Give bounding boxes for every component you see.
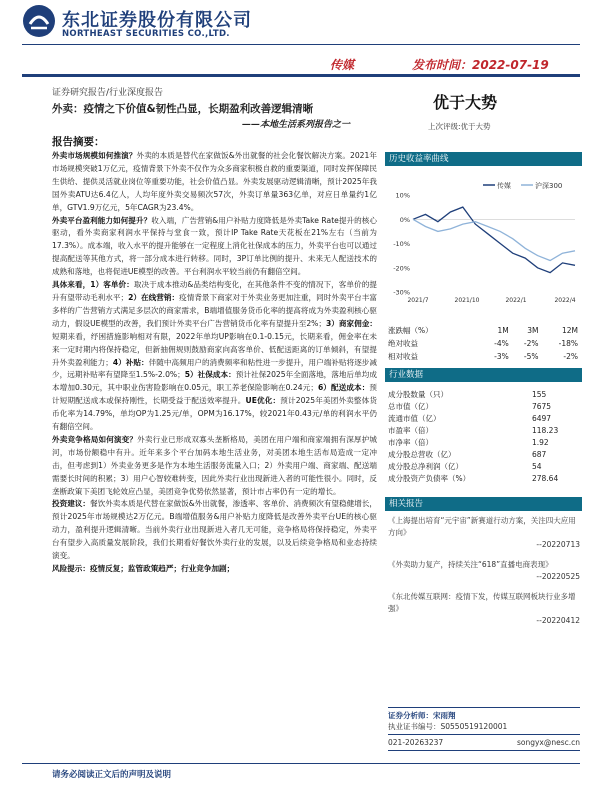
legend-label-hs300: 沪深300 [535, 182, 563, 190]
table-cell: 6497 [531, 413, 552, 423]
series-line-0 [413, 207, 575, 273]
x-tick-label: 2021/7 [407, 297, 429, 304]
table-cell: 相对收益 [388, 352, 418, 361]
para-head: 具体来看，1）客单价： [52, 280, 134, 290]
analyst-contact [388, 737, 580, 748]
table-row [388, 337, 578, 350]
table-cell: 155 [531, 389, 547, 399]
para-head: 外卖平台盈利能力如何提升？ [52, 215, 152, 225]
para-text: 预计短期配送成本或保持刚性，长期受益于配送效率提升。 [52, 383, 377, 406]
company-name-en: NORTHEAST SECURITIES CO.,LTD. [62, 29, 230, 39]
paragraph-profitability [52, 215, 377, 280]
related-report-date: --20220713 [536, 540, 580, 549]
legend-label-media: 传媒 [497, 182, 511, 190]
chart-legend [483, 181, 562, 190]
y-tick-label: -10% [393, 240, 410, 248]
rating: 优于大势 [433, 93, 498, 112]
related-report-date: --20220412 [536, 616, 580, 625]
table-row [388, 472, 578, 484]
table-cell: -2% [523, 339, 539, 348]
para-text: 预计社保2025年全面落地，落地后单均成本增加0.30元，其中职业伤害险影响在0.05元，职工养老保险影响在0.24元； [52, 370, 377, 393]
history-return-chart [385, 170, 582, 310]
paragraph-details [52, 279, 377, 434]
table-row [388, 412, 578, 424]
table-row [388, 388, 578, 400]
paragraph-investment [52, 498, 377, 563]
performance-table [388, 324, 578, 363]
related-reports-heading: 相关报告 [385, 497, 582, 511]
para-text: 短期来看，纾困措施影响相对有限，2022年单均UP影响在0.1-0.15元，长期来看，佣金率在未来一定时期内将保持稳定，但新抽佣规则鼓励商家向高客单价、低配送距离的订单倾斜，有望提升外卖盈利能力； [52, 331, 377, 367]
y-tick-label: -30% [393, 288, 410, 297]
table-cell: 总市值（亿） [388, 401, 433, 411]
table-cell: 成分股总净利润（亿） [388, 461, 463, 471]
para-head: 6）配送成本： [317, 383, 370, 393]
table-cell: -3% [494, 352, 509, 361]
table-cell: 绝对收益 [388, 339, 418, 348]
divider [388, 750, 580, 751]
analyst-name: 证券分析师：宋雨翔 [388, 711, 456, 720]
paragraph-competition [52, 434, 377, 499]
chart-series [413, 207, 575, 273]
para-head: 风险提示：疫情反复；监管政策趋严；行业竞争加剧； [52, 564, 235, 573]
x-tick-label: 2022/1 [505, 297, 527, 304]
industry-data-table [388, 388, 578, 484]
table-cell: 成分股数量（只） [388, 389, 448, 399]
para-text: 收入端，广告营销&用户补贴力度降低是外卖Take Rate提升的核心驱动，看外卖商家利润水平保持与堂食一致，预计IP Take Rate天花板在21%左右（当前为17.3%）。成本端，收入水平的提升能够在一定程度上消化社保成本的压力，外卖平台也可以通过提高配送等其他方式，将一部分成本进行转移。同时，3P订单比例的提升、未来无人配送技术的成熟和落地，也将促进UE模型的改善。平台利润水平较当前仍有翻倍空间。 [52, 215, 377, 277]
table-row [388, 424, 578, 436]
table-header-cell: 12M [561, 326, 578, 335]
table-cell: -18% [558, 339, 578, 348]
table-header-cell: 涨跌幅（%） [388, 326, 433, 335]
paragraph-market-size [52, 150, 377, 215]
previous-rating: 上次评级:优于大势 [428, 122, 491, 131]
paragraph-risk [52, 563, 377, 576]
table-row [388, 400, 578, 412]
para-text: 预计2025年美团外卖整体货币化率为14.79%，单均OP为1.25元/单，OPM为16.17%，较2021年0.43元/单的利润水平仍有翻倍空间。 [52, 396, 378, 432]
related-report-title[interactable]: 《上海提出培育“元宇宙”新赛道行动方案，关注四大应用方向》 [388, 516, 576, 537]
table-row [388, 436, 578, 448]
table-cell: -2% [563, 352, 578, 361]
abstract-heading: 报告摘要： [52, 136, 105, 148]
table-row [388, 448, 578, 460]
x-axis-ticks [407, 297, 575, 304]
table-cell: 118.23 [531, 425, 559, 435]
para-head: 外卖市场规模如何推演？ [52, 151, 137, 160]
chart-heading: 历史收益率曲线 [385, 152, 582, 166]
para-text: 外卖行业已形成双寡头垄断格局，美团在用户端和商家端拥有深厚护城河，市场份额稳中有升。近年来多个平台加码本地生活业务，对美团本地生活布局造成一定冲击，但考虑到1）外卖业务更多是作为本地生活服务流量入口；2）外卖用户端、商家端、配送端需要长时间的积累；3）用户心智较难转变，因此外卖行业出现新进入者的可能性很小。同时，反垄断政策下美团飞轮效应凸显，美团竞争优势依然显著，预计市占率仍有一定的增长。 [52, 434, 378, 496]
table-cell: 市净率（倍） [388, 437, 433, 447]
para-text: 疫情背景下商家对于外卖业务更加注重，同时外卖平台丰富多样的广告营销方式满足多层次的商家需求，B端增值服务货币化率的提高将成为外卖盈利核心驱动力，假设UE模型的改善，我们预计外卖平台广告营销货币化率有望提升至2%； [52, 292, 377, 328]
series-subtitle: ——本地生活系列报告之一 [242, 120, 351, 130]
para-text: 取决于成本推动&品类结构变化，在其他条件不变的情况下，客单价的提升有望带动毛利水平； [52, 280, 377, 302]
para-text: 伴随中高频用户的消费频率和粘性进一步提升，用户端补贴将逐步减少，远期补贴率有望降至1.5%-2.0%； [52, 357, 378, 380]
series-line-1 [413, 219, 575, 260]
related-report-title[interactable]: 《东北传媒互联网：疫情下发，传媒互联网板块行业多增强》 [388, 592, 576, 613]
report-title: 外卖：疫情之下价值&韧性凸显，长期盈利改善逻辑清晰 [52, 103, 314, 115]
table-cell: 流通市值（亿） [388, 413, 441, 423]
para-head: UE优化： [245, 396, 281, 406]
table-cell: 54 [531, 461, 542, 471]
table-header-cell: 3M [527, 326, 539, 335]
para-text: 外卖的本质是替代在家做饭&外出就餐的社会化餐饮解决方案。2021年市场规模突破1万亿元，疫情背景下外卖不仅作为众多商家积极自救的重要渠道，同时发挥保障民生供给、提供灵活就业岗位等重要功能，社会价值凸显。外卖发展驱动逻辑清晰，预计2025年我国外卖ATU达6.4亿人，人均年度外卖交易频次57次，外卖订单量363亿单，对应日单量约1亿单，GTV1.9万亿元，5年CAGR为23.4%。 [52, 151, 378, 212]
abstract-body [52, 150, 377, 576]
table-cell: -5% [523, 352, 539, 361]
para-head: 4）补贴： [112, 357, 149, 367]
y-tick-label: 10% [395, 191, 410, 200]
divider [388, 734, 580, 735]
related-report-date: --20220525 [536, 572, 580, 581]
header-rule [22, 44, 580, 45]
table-row [388, 350, 578, 363]
related-report-title[interactable]: 《外卖助力复产，持续关注“618”直播电商表现》 [388, 560, 553, 569]
publish-date: 发布时间：2022-07-19 [412, 58, 549, 72]
divider [388, 707, 580, 708]
table-cell: 7675 [531, 401, 552, 411]
analyst-cert: 执业证书编号：S0550519120001 [388, 722, 508, 731]
analyst-email[interactable]: songyx@nesc.cn [516, 738, 580, 747]
table-cell: 687 [531, 449, 547, 459]
para-head: 外卖竞争格局如何演变？ [52, 434, 138, 444]
x-tick-label: 2022/4 [554, 297, 576, 304]
table-cell: 市盈率（倍） [388, 425, 433, 435]
table-cell: 成分股资产负债率（%） [388, 473, 471, 483]
table-header-cell: 1M [497, 326, 509, 335]
company-name-cn: 东北证券股份有限公司 [62, 10, 252, 31]
para-head: 投资建议： [52, 499, 90, 509]
analyst-phone: 021-20263237 [388, 738, 444, 747]
table-cell: 1.92 [531, 437, 549, 447]
footer-disclaimer-note: 请务必阅读正文后的声明及说明 [52, 770, 172, 780]
table-cell: 278.64 [531, 473, 559, 483]
y-axis-ticks [393, 192, 575, 297]
company-logo [22, 4, 56, 38]
analyst-info [388, 705, 580, 753]
breadcrumb: 证券研究报告/行业深度报告 [52, 88, 164, 98]
table-cell: -4% [494, 339, 509, 348]
table-row [388, 460, 578, 472]
industry-tag: 传媒 [330, 58, 355, 72]
y-tick-label: 0% [399, 215, 410, 224]
x-tick-label: 2021/10 [454, 297, 480, 304]
para-head: 5）社保成本： [184, 370, 236, 380]
para-head: 2）在线营销： [128, 292, 180, 302]
para-text: 餐饮外卖本质是代替在家做饭&外出就餐，渗透率、客单价、消费频次有望稳健增长，预计2025年市场规模达2万亿元。B端增值服务&用户补贴力度降低是改善外卖平台UE的核心驱动力，盈利提升逻辑清晰。当前外卖行业出现新进入者几无可能，竞争格局将保持稳定，外卖平台有望步入高质量发展阶段，我们长期看好餐饮外卖行业的发展，以及后续竞争格局和业态持续演变。 [52, 499, 378, 561]
para-head: 3）商家佣金： [325, 318, 377, 328]
y-tick-label: -20% [393, 264, 410, 273]
footer-rule [22, 763, 580, 764]
header-band [22, 74, 580, 77]
table-header-row [388, 324, 578, 337]
related-reports-list [388, 515, 580, 635]
industry-data-heading: 行业数据 [385, 368, 582, 382]
table-cell: 成分股总营收（亿） [388, 449, 456, 459]
